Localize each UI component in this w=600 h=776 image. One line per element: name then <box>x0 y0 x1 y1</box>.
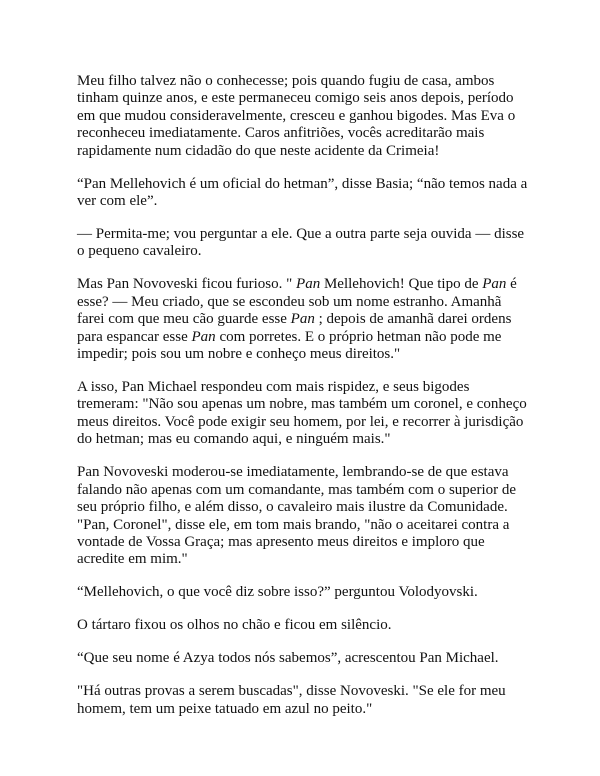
text-run: Meu filho talvez não o conhecesse; pois quando fugiu de casa, ambos tinham quinze anos, e este permaneceu comigo seis anos depois, período em que mudou consideravelmente, cresceu e ganhou bigodes. Mas Eva o reconheceu imediatamente. Caros anfitriões, vocês acreditarão mais rapidamente num cidadão do que neste acidente da Crimeia! <box>77 73 516 159</box>
paragraph-8 <box>77 617 529 634</box>
text-run: “Mellehovich, o que você diz sobre isso?” perguntou Volodyovski. <box>77 584 478 601</box>
text-run: é esse? — Meu criado, que se escondeu sob um nome estranho. Amanhã farei com que meu cão guarde esse <box>77 276 517 328</box>
paragraph-5 <box>77 379 529 449</box>
paragraph-4 <box>77 276 529 363</box>
text-run: "Há outras provas a serem buscadas", disse Novoveski. "Se ele for meu homem, tem um peixe tatuado em azul no peito." <box>77 683 506 717</box>
paragraph-9 <box>77 650 529 667</box>
text-run: — Permita-me; vou perguntar a ele. Que a outra parte seja ouvida — disse o pequeno cavaleiro. <box>77 226 525 260</box>
text-run: Pan Novoveski moderou-se imediatamente, lembrando-se de que estava falando não apenas com um comandante, mas também com o superior de seu próprio filho, e além disso, o cavaleiro mais ilustre da Comunidade. "Pan, Coronel", disse ele, em tom mais brando, "não o aceitarei contra a vontade de Vossa Graça; mas apresento meus direitos e imploro que acredite em mim." <box>77 464 517 568</box>
text-run: Mas Pan Novoveski ficou furioso. " <box>77 276 297 293</box>
paragraph-6 <box>77 464 529 568</box>
text-run: com porretes. E o próprio hetman não pode me impedir; pois sou um nobre e conheço meus direitos." <box>77 328 502 363</box>
paragraph-3 <box>77 226 529 261</box>
document-page <box>77 73 529 734</box>
italic-text-run: Pan <box>296 276 321 293</box>
paragraph-1 <box>77 73 529 160</box>
text-run: “Pan Mellehovich é um oficial do hetman”, disse Basia; “não temos nada a ver com ele”. <box>77 175 528 210</box>
paragraph-7 <box>77 584 529 601</box>
text-run: O tártaro fixou os olhos no chão e ficou em silêncio. <box>77 617 392 634</box>
text-run: A isso, Pan Michael respondeu com mais rispidez, e seus bigodes tremeram: "Não sou apenas um nobre, mas também um coronel, e conheço meus direitos. Você pode exigir seu homem, por lei, e recorrer à jurisdição do hetman; mas eu comando aqui, e ninguém mais." <box>77 379 527 448</box>
text-run: Mellehovich! Que tipo de <box>320 276 483 293</box>
italic-text-run: Pan <box>191 328 216 345</box>
text-run: “Que seu nome é Azya todos nós sabemos”, acrescentou Pan Michael. <box>77 650 499 667</box>
italic-text-run: Pan <box>290 311 315 328</box>
paragraph-10 <box>77 683 529 718</box>
text-run: ; depois de amanhã darei ordens para espancar esse <box>77 311 512 345</box>
paragraph-2 <box>77 176 529 211</box>
italic-text-run: Pan <box>482 276 507 293</box>
